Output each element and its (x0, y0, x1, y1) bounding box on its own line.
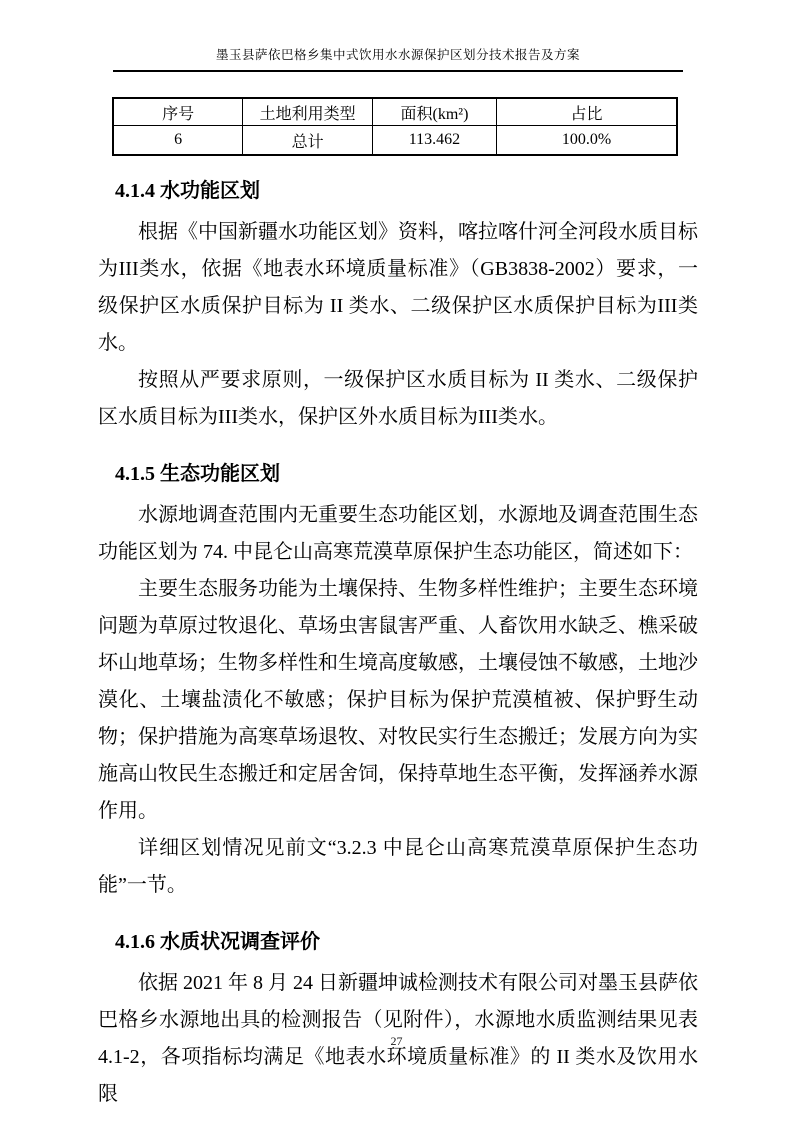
page-content (98, 46, 698, 1113)
column-header-land-type: 土地利用类型 (243, 98, 373, 126)
table-row-total (113, 126, 677, 156)
cell-land-type: 总计 (243, 126, 373, 156)
section-heading-4-1-5: 4.1.5 生态功能区划 (115, 463, 280, 485)
cell-percentage: 100.0% (497, 126, 677, 156)
cell-area: 113.462 (372, 126, 496, 156)
section-heading-4-1-4: 4.1.4 水功能区划 (115, 180, 260, 202)
column-header-area: 面积(km²) (372, 98, 496, 126)
running-header-title: 墨玉县萨依巴格乡集中式饮用水水源保护区划分技术报告及方案 (215, 48, 580, 62)
paragraph-water-function-1: 根据《中国新疆水功能区划》资料，喀拉喀什河全河段水质目标为III类水，依据《地表水环境质量标准》（GB3838-2002）要求，一级保护区水质保护目标为 II 类水、二级保护区水质保护目标为III类水。 (98, 221, 698, 354)
paragraph-water-quality-1: 依据 2021 年 8 月 24 日新疆坤诚检测技术有限公司对墨玉县萨依巴格乡水源地出具的检测报告（见附件），水源地水质监测结果见表 4.1-2，各项指标均满足《地表水环境质量标准》的 II 类水及饮用水限 (98, 972, 698, 1105)
paragraph-eco-function-1: 水源地调查范围内无重要生态功能区划，水源地及调查范围生态功能区划为 74. 中昆仑山高寒荒漠草原保护生态功能区，简述如下： (98, 504, 698, 563)
table-header-row (113, 98, 677, 126)
section-heading-4-1-6: 4.1.6 水质状况调查评价 (115, 931, 320, 953)
paragraph-eco-function-2: 主要生态服务功能为土壤保持、生物多样性维护；主要生态环境问题为草原过牧退化、草场虫害鼠害严重、人畜饮用水缺乏、樵采破坏山地草场；生物多样性和生境高度敏感，土壤侵蚀不敏感，土地沙漠化、土壤盐渍化不敏感；保护目标为保护荒漠植被、保护野生动物；保护措施为高寒草场退牧、对牧民实行生态搬迁；发展方向为实施高山牧民生态搬迁和定居舍饲，保持草地生态平衡，发挥涵养水源作用。 (98, 578, 698, 822)
page-number: 27 (390, 1034, 403, 1048)
header-rule (113, 70, 683, 72)
page-header (98, 46, 698, 72)
column-header-serial: 序号 (113, 98, 243, 126)
paragraph-eco-function-3: 详细区划情况见前文“3.2.3 中昆仑山高寒荒漠草原保护生态功能”一节。 (98, 837, 698, 896)
land-use-summary-table (112, 97, 678, 156)
paragraph-water-function-2: 按照从严要求原则，一级保护区水质目标为 II 类水、二级保护区水质目标为III类水，保护区外水质目标为III类水。 (98, 369, 698, 428)
cell-serial: 6 (113, 126, 243, 156)
column-header-percentage: 占比 (497, 98, 677, 126)
